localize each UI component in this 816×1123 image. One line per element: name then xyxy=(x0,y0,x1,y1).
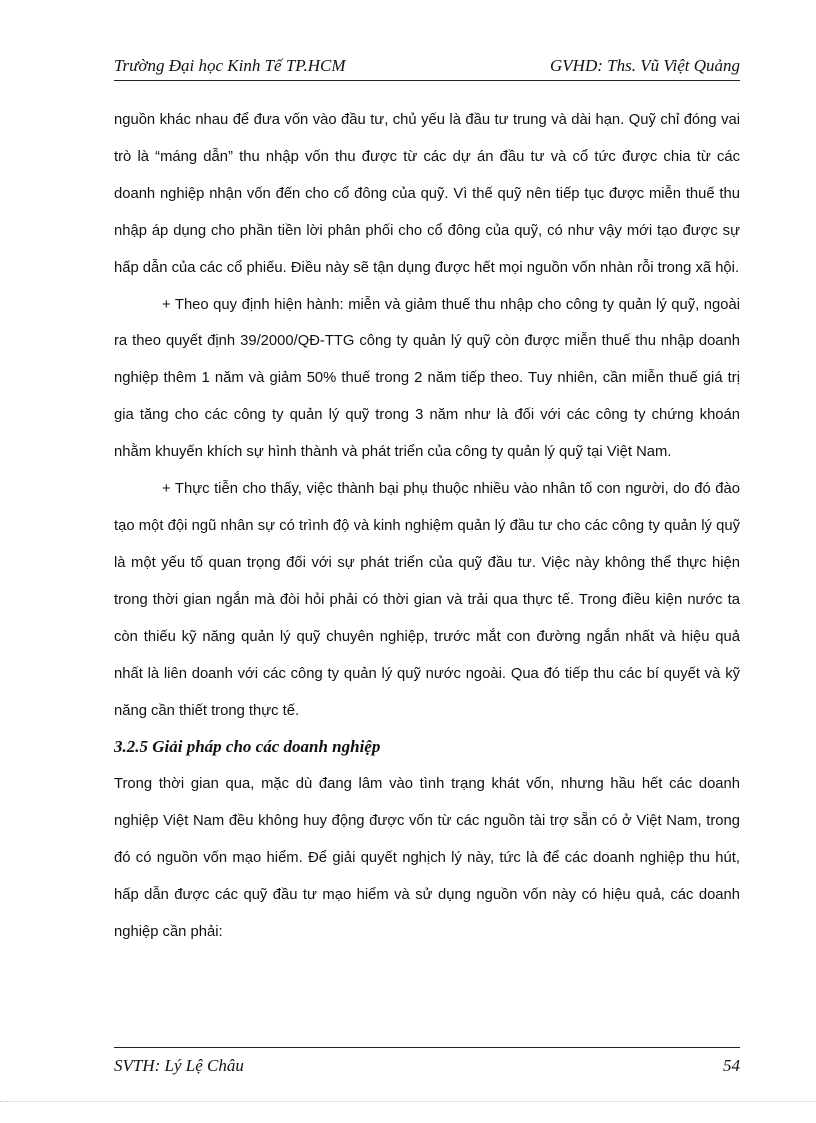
page-number: 54 xyxy=(723,1056,740,1075)
footer-student: SVTH: Lý Lệ Châu xyxy=(114,1056,244,1075)
page-edge-divider xyxy=(0,1101,816,1102)
paragraph-fund-management-tax: + Theo quy định hiện hành: miễn và giảm thuế thu nhập cho công ty quản lý quỹ, ngoài ra theo quyết định 39/2000/QĐ-TTG công ty quản lý quỹ còn được miễn thuế thu nhập doanh nghiệp thêm 1 năm và giảm 50% thuế trong 2 năm tiếp theo. Tuy nhiên, cần miễn thuế giá trị gia tăng cho các công ty quản lý quỹ trong 3 năm như là đối với các công ty chứng khoán nhằm khuyến khích sự hình thành và phát triển của công ty quản lý quỹ tại Việt Nam. xyxy=(114,296,740,461)
paragraph-fund-tax: nguồn khác nhau để đưa vốn vào đầu tư, chủ yếu là đầu tư trung và dài hạn. Quỹ chỉ đóng vai trò là “máng dẫn” thu nhập vốn thu được từ các dự án đầu tư và cổ tức được chia từ các doanh nghiệp nhận vốn đến cho cổ đông của quỹ. Vì thế quỹ nên tiếp tục được miễn thuế thu nhập áp dụng cho phần tiền lời phân phối cho cổ đông của quỹ, có như vậy mới tạo được sự hấp dẫn của các cổ phiếu. Điều này sẽ tận dụng được hết mọi nguồn vốn nhàn rỗi trong xã hội. xyxy=(114,112,740,276)
paragraph-human-resources: + Thực tiễn cho thấy, việc thành bại phụ thuộc nhiều vào nhân tố con người, do đó đào tạo một đội ngũ nhân sự có trình độ và kinh nghiệm quản lý đầu tư cho các công ty quản lý quỹ là một yếu tố quan trọng đối với sự phát triển của quỹ đầu tư. Việc này không thể thực hiện trong thời gian ngắn mà đòi hỏi phải có thời gian và trải qua thực tế. Trong điều kiện nước ta còn thiếu kỹ năng quản lý quỹ chuyên nghiệp, trước mắt con đường ngắn nhất và hiệu quả nhất là liên doanh với các công ty quản lý quỹ nước ngoài. Qua đó tiếp thu các bí quyết và kỹ năng cần thiết trong thực tế. xyxy=(114,481,740,719)
header-university: Trường Đại học Kinh Tế TP.HCM xyxy=(114,56,346,75)
page-footer xyxy=(114,1047,740,1076)
paragraph-enterprise-solutions: Trong thời gian qua, mặc dù đang lâm vào tình trạng khát vốn, nhưng hầu hết các doanh nghiệp Việt Nam đều không huy động được vốn từ các nguồn tài trợ sẵn có ở Việt Nam, trong đó có nguồn vốn mạo hiểm. Để giải quyết nghịch lý này, tức là để các doanh nghiệp thu hút, hấp dẫn được các quỹ đầu tư mạo hiểm và sử dụng nguồn vốn này có hiệu quả, các doanh nghiệp cần phải: xyxy=(114,776,740,940)
header-supervisor: GVHD: Ths. Vũ Việt Quảng xyxy=(550,56,740,75)
page-header xyxy=(114,54,740,81)
section-heading: 3.2.5 Giải pháp cho các doanh nghiệp xyxy=(114,737,381,757)
page-body xyxy=(114,102,740,951)
